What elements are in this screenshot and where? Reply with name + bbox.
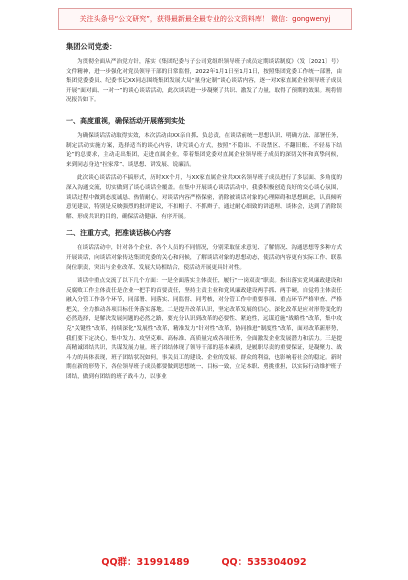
intro-paragraph: 为贯彻全面从严治党方针，落实《集团纪委与子公司党组织领导班子成员定期谈话制度》（发〔2021〕号）文件精神，进一步强化对党员领导干部的日常监督，2022年1月1日至1月1日，按照集团党委工作统一部署，由集团党委委员、纪委书记XX同志围绕集团发展大局“量身定制”谈心谈话内容，逐一对X家直属企业领导班子成员开展“面对面、一对一”的谈心谈话活动，此次谈话进一步凝聚了共识、激发了力量，取得了预期的效果。现将情况报告如下。 (66, 59, 342, 104)
section2-paragraph: 谈话中重点交流了以下几个方面：一是全面落实主体责任，履行“一岗双责”职责。指出落实党风廉政建设和反腐败工作主体责任是企业一把手的首要责任，坚持主责主业和党风廉政建设两手抓、两手硬，自觉将主体责任融入分管工作各个环节，同部署、同落实、同监督、同考核，对分管工作中重要事项、重点环节严格审查、严格把关，全力推动各项目标任务落实落地。二是提升改革认识，坚定改革发展的信心。深化改革是应对形势变化的必然选择，是解决发展问题的必然之路，要充分认识到改革的必要性、紧迫性，远谋近施“战略性”改革，集中攻克“关键性”改革，持续深化“发展性”改革，精准发力“针对性”改革，协同推进“制度性”改革，面对改革新形势，我们要下定决心，集中发力、攻坚克难、高标准、高质量完成各项任务，全面激发企业发展潜力和活力。三是提高精诚团结共识，共谋发展力量。班子团结体现了领导干部的基本素质，是履职尽责的重要保证，是凝聚力、战斗力的具体表现，班子团结状况如何，事关员工的建设、企业的发展、群众的利益，也影响着社会的稳定。新时期在新的形势下，各位领导班子成员都要做到思想统一、目标一致，立足本职、勇挑重担，以实际行动维护班子团结，做到有团结的班子战斗力，以事业 (66, 278, 342, 381)
section-heading-1: 一、高度重视，确保活动开展落到实处 (66, 116, 185, 125)
section2-paragraph: 在谈话活动中，针对各个企业、各个人员的不同情况，分别采取征求意见、了解情况、沟通思想等多种方式开展谈话，向谈话对象传达集团党委的关心和问候，了解谈话对象的思想动态，使活动内容更有实际工作、联系岗位职责，突出与企业改革、发展大局相结合，使活动开展更具针对性。 (66, 245, 342, 271)
qq-label: QQ：535304092 (221, 557, 307, 568)
footer-contact (0, 552, 408, 570)
promo-banner: 关注头条号“公文研究”，获得最新最全最专业的公文资料库！ 微信：gongwenyj (58, 8, 352, 30)
section1-paragraph: 此次谈心谈话活动不搞形式，历时XX个月，与XX家直属企业共XX名领导班子成员进行了多层面、多角度的深入沟通交流，切实做到了谈心谈话全覆盖。在集中开展谈心谈话活动中，我委积极创造良好的交心谈心氛围，谈话过程中做到态度诚恳、热情耐心，对谈话内容严格保密，消除被谈话对象的心理障碍和思想顾虑，认真倾听意见建议，特别是反映强烈的批评建议，不扣帽子、不抓辫子，通过耐心细致的讲道理、谈体会，达到了消除误解、形成共识的目的，确保活动健康、有序开展。 (66, 175, 342, 220)
section1-paragraph: 为确保谈话活动取得实效，本次活动由XX亲自抓、负总责，在谈话前统一思想认识、明确方法、部署任务，制定活动实施方案，选择适当的谈心内容，讲究谈心方式，按照“不隐讳、不设禁区、不翻旧账、不轻易下结论”的总要求，主动走出集团，走进直属企业，带着集团党委对直属企业领导班子成员的深切关怀和真挚问候，来到同志身边“拉家常”、谈思想、讲发展、说廉洁。 (66, 132, 342, 168)
section-heading-2: 二、注重方式，把准谈话核心内容 (66, 229, 171, 238)
qq-group-label: QQ群：31991489 (101, 557, 190, 568)
greeting-line: 集团公司党委： (66, 42, 117, 51)
document-body (66, 42, 342, 387)
